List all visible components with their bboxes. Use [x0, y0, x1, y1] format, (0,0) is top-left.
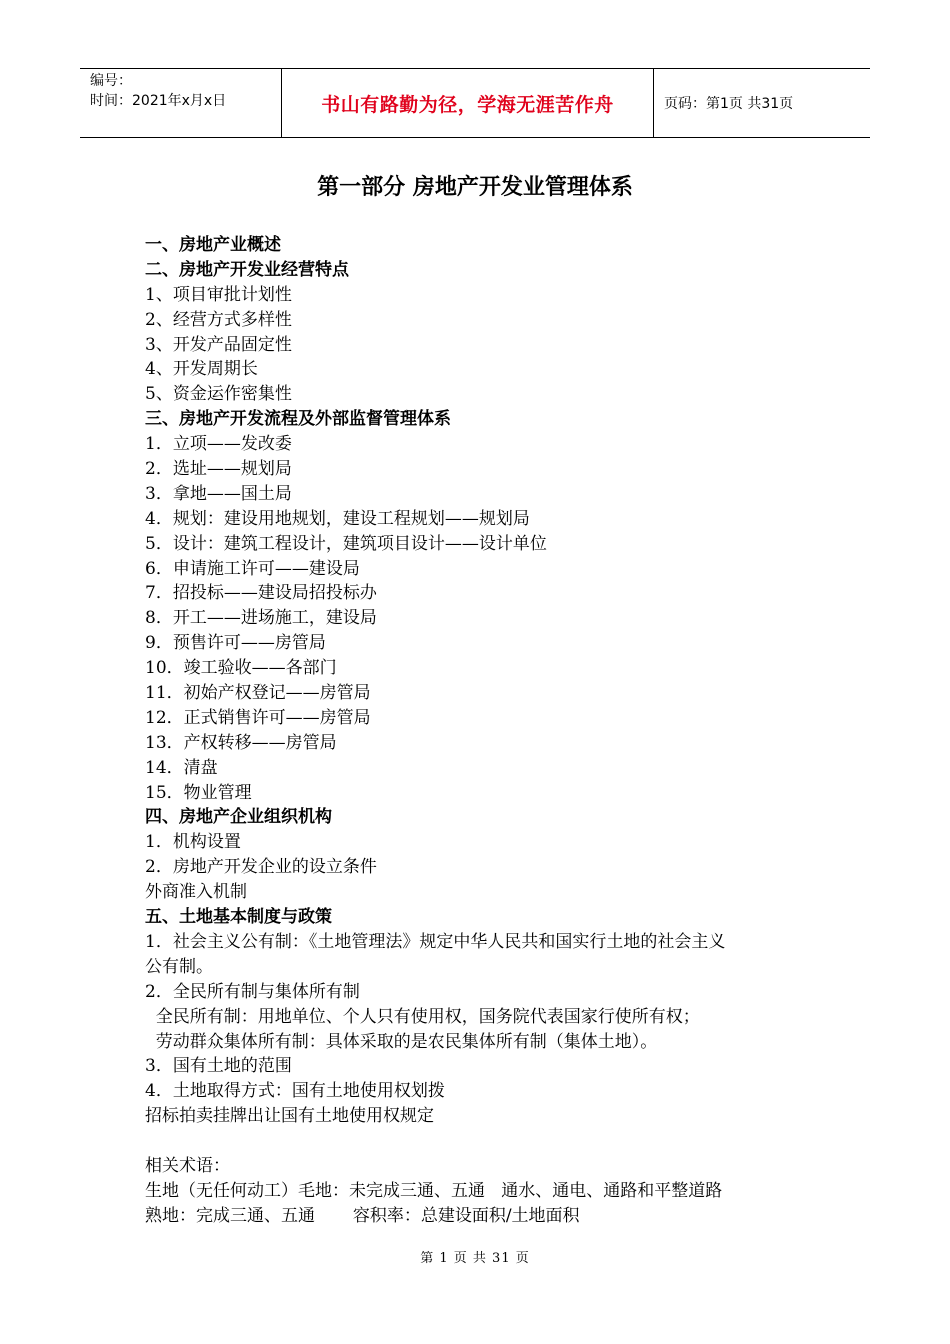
body-line: 12．正式销售许可——房管局 — [145, 707, 371, 728]
body-line: 劳动群众集体所有制：具体采取的是农民集体所有制（集体土地）。 — [145, 1031, 658, 1052]
body-line: 全民所有制：用地单位、个人只有使用权，国务院代表国家行使所有权； — [145, 1006, 700, 1027]
body-line: 3．国有土地的范围 — [145, 1056, 292, 1077]
body-line — [145, 1129, 825, 1154]
body-line: 2．房地产开发企业的设立条件 — [145, 857, 377, 878]
body-line: 3．拿地——国土局 — [145, 483, 292, 504]
body-line: 2．选址——规划局 — [145, 459, 292, 480]
body-line: 外商准入机制 — [145, 882, 247, 903]
body-line: 熟地：完成三通、五通 容积率：总建设面积/土地面积 — [145, 1205, 580, 1226]
page-title: 第一部分 房地产开发业管理体系 — [317, 175, 633, 200]
header-table — [80, 68, 870, 138]
body-line: 6．申请施工许可——建设局 — [145, 558, 360, 579]
body-line: 1．立项——发改委 — [145, 434, 292, 455]
body-line: 公有制。 — [145, 956, 213, 977]
body-line: 1．社会主义公有制：《土地管理法》规定中华人民共和国实行土地的社会主义 — [145, 931, 726, 952]
document-body — [145, 233, 825, 1229]
body-line: 5．设计：建筑工程设计，建筑项目设计——设计单位 — [145, 533, 547, 554]
section-heading: 五、土地基本制度与政策 — [145, 907, 332, 928]
body-line: 4．土地取得方式：国有土地使用权划拨 — [145, 1081, 445, 1102]
body-line: 14．清盘 — [145, 757, 218, 778]
body-line: 8．开工——进场施工，建设局 — [145, 608, 377, 629]
body-line: 9．预售许可——房管局 — [145, 633, 326, 654]
document-number-label: 编号： — [90, 73, 132, 89]
body-line: 相关术语： — [145, 1155, 230, 1176]
section-heading: 四、房地产企业组织机构 — [145, 807, 332, 828]
body-line: 招标拍卖挂牌出让国有土地使用权规定 — [145, 1106, 434, 1127]
body-line: 5、资金运作密集性 — [145, 384, 292, 405]
body-line: 15．物业管理 — [145, 782, 252, 803]
body-line: 生地（无任何动工）毛地：未完成三通、五通 通水、通电、通路和平整道路 — [145, 1180, 723, 1201]
body-line: 1．机构设置 — [145, 832, 241, 853]
header-motto: 书山有路勤为径，学海无涯苦作舟 — [282, 69, 654, 137]
body-line: 4、开发周期长 — [145, 359, 258, 380]
header-page-code: 页码：第1页 共31页 — [664, 96, 794, 112]
body-line: 10．竣工验收——各部门 — [145, 658, 337, 679]
body-line: 2．全民所有制与集体所有制 — [145, 981, 360, 1002]
body-line: 3、开发产品固定性 — [145, 334, 292, 355]
section-heading: 三、房地产开发流程及外部监督管理体系 — [145, 409, 451, 430]
body-line: 2、经营方式多样性 — [145, 309, 292, 330]
body-line: 7．招投标——建设局招投标办 — [145, 583, 377, 604]
header-meta-cell — [80, 69, 282, 137]
page-footer: 第 1 页 共 31 页 — [420, 1251, 530, 1266]
body-line: 13．产权转移——房管局 — [145, 732, 337, 753]
body-line: 1、项目审批计划性 — [145, 284, 292, 305]
body-line: 4．规划：建设用地规划，建设工程规划——规划局 — [145, 508, 530, 529]
document-date: 时间：2021年x月x日 — [90, 93, 227, 109]
body-line: 11．初始产权登记——房管局 — [145, 683, 371, 704]
section-heading: 一、房地产业概述 — [145, 235, 281, 255]
section-heading: 二、房地产开发业经营特点 — [145, 259, 349, 280]
